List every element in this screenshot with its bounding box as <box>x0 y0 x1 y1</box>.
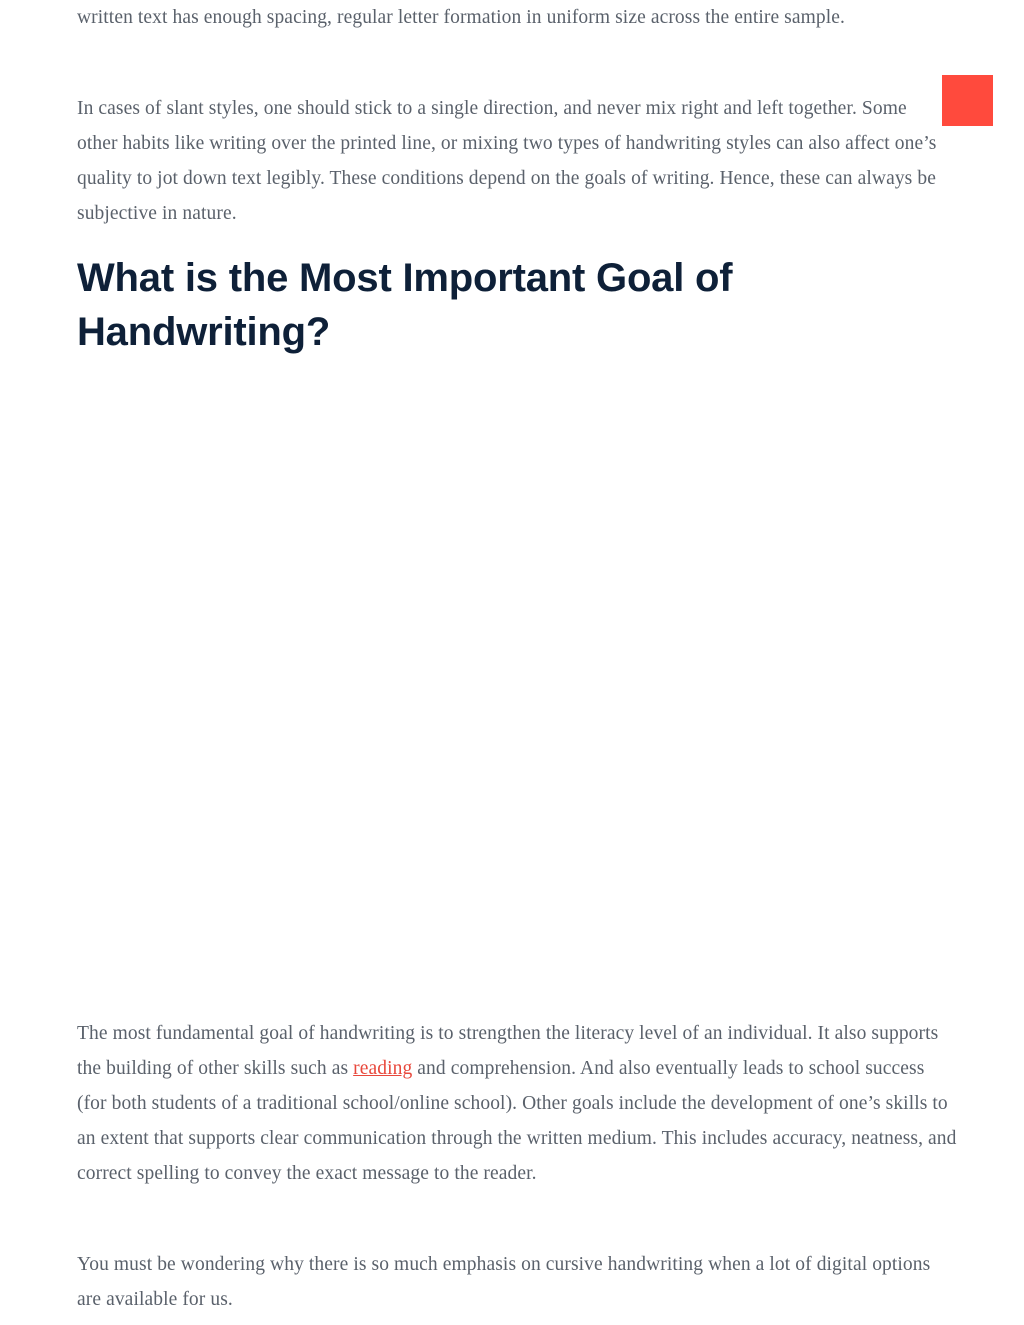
floating-action-square[interactable] <box>942 75 993 126</box>
paragraph-text-start: The most fundamental goal of handwriting is to strengthen the literacy level of an individual. It also supports the building of other skills such as <box>77 1023 939 1079</box>
paragraph-cursive-emphasis: You must be wondering why there is so much emphasis on cursive handwriting when a lot of digital options are available for us. <box>77 1254 931 1310</box>
paragraph-spacing: written text has enough spacing, regular letter formation in uniform size across the entire sample. <box>77 7 845 28</box>
paragraph-slant-styles: In cases of slant styles, one should stick to a single direction, and never mix right and left together. Some other habits like writing over the printed line, or mixing two types of handwriting styles can also affect one’s quality to jot down text legibly. These conditions depend on the goals of writing. Hence, these can always be subjective in nature. <box>77 98 937 224</box>
embedded-media-placeholder <box>77 370 947 1000</box>
section-heading: What is the Most Important Goal of Handwriting? <box>77 256 733 354</box>
paragraph-fundamental-goal <box>77 1016 957 1191</box>
paragraph-text-end: and comprehension. And also eventually leads to school success (for both students of a traditional school/online school). Other goals include the development of one’s skills to an extent that supports clear communication through the written medium. This includes accuracy, neatness, and correct spelling to convey the exact message to the reader. <box>77 1058 957 1184</box>
reading-link[interactable]: reading <box>353 1058 413 1079</box>
